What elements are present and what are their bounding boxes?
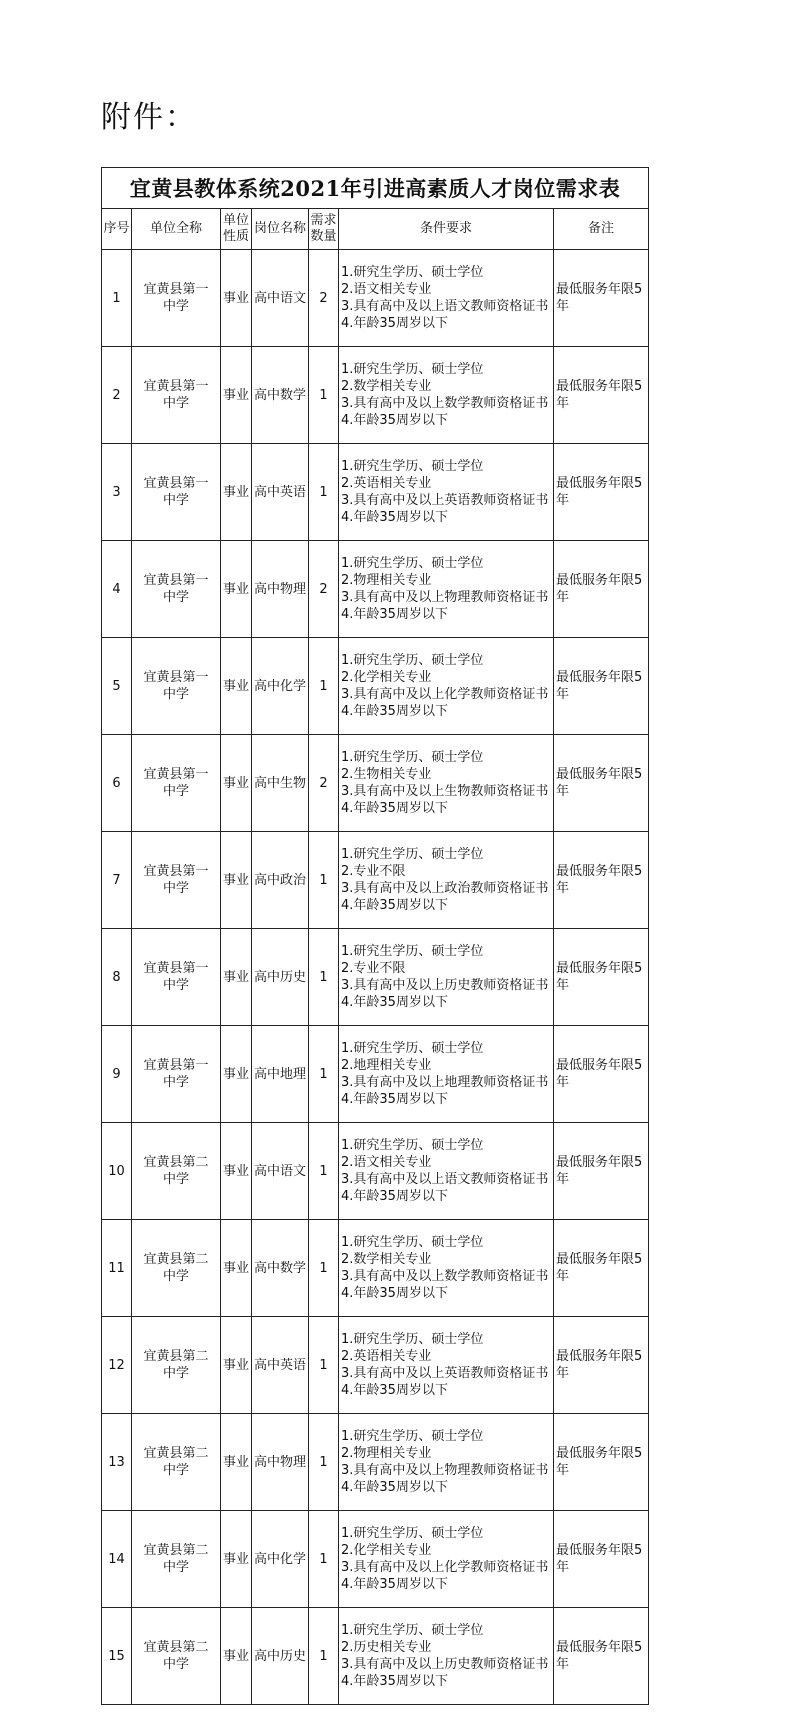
position-cell: 高中物理 — [252, 541, 309, 638]
nature-cell: 事业 — [221, 444, 252, 541]
count-cell: 1 — [309, 1123, 339, 1220]
position-cell: 高中英语 — [252, 1317, 309, 1414]
table-title: 宜黄县教体系统2021年引进高素质人才岗位需求表 — [102, 168, 649, 209]
count-cell: 1 — [309, 1608, 339, 1705]
remark-cell: 最低服务年限5年 — [554, 347, 649, 444]
position-cell: 高中化学 — [252, 638, 309, 735]
count-cell: 2 — [309, 735, 339, 832]
nature-cell: 事业 — [221, 1511, 252, 1608]
table-row — [102, 347, 649, 444]
position-cell: 高中地理 — [252, 1026, 309, 1123]
nature-cell: 事业 — [221, 929, 252, 1026]
requirements-cell: 1.研究生学历、硕士学位 2.数学相关专业 3.具有高中及以上数学教师资格证书 4.年龄35周岁以下 — [339, 1220, 554, 1317]
table-row — [102, 1511, 649, 1608]
remark-cell: 最低服务年限5年 — [554, 735, 649, 832]
unit-cell: 宜黄县第一 中学 — [132, 638, 221, 735]
nature-cell: 事业 — [221, 1123, 252, 1220]
table-row — [102, 735, 649, 832]
remark-cell: 最低服务年限5年 — [554, 541, 649, 638]
nature-cell: 事业 — [221, 1414, 252, 1511]
header-count: 需求 数量 — [309, 209, 339, 250]
seq-cell: 12 — [102, 1317, 132, 1414]
header-remark: 备注 — [554, 209, 649, 250]
unit-cell: 宜黄县第一 中学 — [132, 541, 221, 638]
header-seq: 序号 — [102, 209, 132, 250]
count-cell: 2 — [309, 541, 339, 638]
remark-cell: 最低服务年限5年 — [554, 1414, 649, 1511]
requirements-cell: 1.研究生学历、硕士学位 2.物理相关专业 3.具有高中及以上物理教师资格证书 4.年龄35周岁以下 — [339, 541, 554, 638]
count-cell: 1 — [309, 1220, 339, 1317]
requirements-cell: 1.研究生学历、硕士学位 2.历史相关专业 3.具有高中及以上历史教师资格证书 4.年龄35周岁以下 — [339, 1608, 554, 1705]
remark-cell: 最低服务年限5年 — [554, 1511, 649, 1608]
count-cell: 1 — [309, 1511, 339, 1608]
position-cell: 高中政治 — [252, 832, 309, 929]
seq-cell: 2 — [102, 347, 132, 444]
nature-cell: 事业 — [221, 250, 252, 347]
seq-cell: 9 — [102, 1026, 132, 1123]
seq-cell: 10 — [102, 1123, 132, 1220]
requirements-cell: 1.研究生学历、硕士学位 2.化学相关专业 3.具有高中及以上化学教师资格证书 4.年龄35周岁以下 — [339, 638, 554, 735]
table-row — [102, 1123, 649, 1220]
table-row — [102, 1608, 649, 1705]
nature-cell: 事业 — [221, 347, 252, 444]
nature-cell: 事业 — [221, 1220, 252, 1317]
unit-cell: 宜黄县第一 中学 — [132, 347, 221, 444]
table-row — [102, 541, 649, 638]
table-row — [102, 832, 649, 929]
requirements-cell: 1.研究生学历、硕士学位 2.专业不限 3.具有高中及以上政治教师资格证书 4.年龄35周岁以下 — [339, 832, 554, 929]
requirements-cell: 1.研究生学历、硕士学位 2.专业不限 3.具有高中及以上历史教师资格证书 4.年龄35周岁以下 — [339, 929, 554, 1026]
remark-cell: 最低服务年限5年 — [554, 1220, 649, 1317]
table-row — [102, 444, 649, 541]
count-cell: 1 — [309, 1414, 339, 1511]
seq-cell: 8 — [102, 929, 132, 1026]
position-cell: 高中语文 — [252, 1123, 309, 1220]
table-row — [102, 1220, 649, 1317]
requirements-cell: 1.研究生学历、硕士学位 2.地理相关专业 3.具有高中及以上地理教师资格证书 4.年龄35周岁以下 — [339, 1026, 554, 1123]
seq-cell: 15 — [102, 1608, 132, 1705]
seq-cell: 1 — [102, 250, 132, 347]
table-title-row — [102, 168, 649, 209]
seq-cell: 4 — [102, 541, 132, 638]
seq-cell: 14 — [102, 1511, 132, 1608]
seq-cell: 11 — [102, 1220, 132, 1317]
unit-cell: 宜黄县第二 中学 — [132, 1608, 221, 1705]
unit-cell: 宜黄县第一 中学 — [132, 735, 221, 832]
position-requirements-table — [101, 167, 649, 1705]
count-cell: 1 — [309, 1317, 339, 1414]
table-row — [102, 1317, 649, 1414]
remark-cell: 最低服务年限5年 — [554, 929, 649, 1026]
requirements-cell: 1.研究生学历、硕士学位 2.语文相关专业 3.具有高中及以上语文教师资格证书 4.年龄35周岁以下 — [339, 250, 554, 347]
nature-cell: 事业 — [221, 735, 252, 832]
requirements-cell: 1.研究生学历、硕士学位 2.语文相关专业 3.具有高中及以上语文教师资格证书 4.年龄35周岁以下 — [339, 1123, 554, 1220]
requirements-cell: 1.研究生学历、硕士学位 2.数学相关专业 3.具有高中及以上数学教师资格证书 4.年龄35周岁以下 — [339, 347, 554, 444]
seq-cell: 13 — [102, 1414, 132, 1511]
unit-cell: 宜黄县第一 中学 — [132, 929, 221, 1026]
position-cell: 高中历史 — [252, 1608, 309, 1705]
header-nature: 单位 性质 — [221, 209, 252, 250]
position-cell: 高中生物 — [252, 735, 309, 832]
nature-cell: 事业 — [221, 832, 252, 929]
header-position: 岗位名称 — [252, 209, 309, 250]
unit-cell: 宜黄县第二 中学 — [132, 1511, 221, 1608]
nature-cell: 事业 — [221, 638, 252, 735]
count-cell: 1 — [309, 929, 339, 1026]
unit-cell: 宜黄县第一 中学 — [132, 832, 221, 929]
remark-cell: 最低服务年限5年 — [554, 638, 649, 735]
seq-cell: 3 — [102, 444, 132, 541]
requirements-cell: 1.研究生学历、硕士学位 2.英语相关专业 3.具有高中及以上英语教师资格证书 4.年龄35周岁以下 — [339, 444, 554, 541]
table-row — [102, 250, 649, 347]
requirements-cell: 1.研究生学历、硕士学位 2.物理相关专业 3.具有高中及以上物理教师资格证书 4.年龄35周岁以下 — [339, 1414, 554, 1511]
nature-cell: 事业 — [221, 541, 252, 638]
remark-cell: 最低服务年限5年 — [554, 444, 649, 541]
seq-cell: 7 — [102, 832, 132, 929]
table-row — [102, 1414, 649, 1511]
table-row — [102, 1026, 649, 1123]
unit-cell: 宜黄县第一 中学 — [132, 250, 221, 347]
count-cell: 1 — [309, 444, 339, 541]
nature-cell: 事业 — [221, 1317, 252, 1414]
count-cell: 1 — [309, 832, 339, 929]
table-header-row — [102, 209, 649, 250]
nature-cell: 事业 — [221, 1026, 252, 1123]
count-cell: 2 — [309, 250, 339, 347]
remark-cell: 最低服务年限5年 — [554, 1123, 649, 1220]
position-cell: 高中数学 — [252, 347, 309, 444]
remark-cell: 最低服务年限5年 — [554, 1026, 649, 1123]
position-cell: 高中物理 — [252, 1414, 309, 1511]
unit-cell: 宜黄县第一 中学 — [132, 444, 221, 541]
seq-cell: 5 — [102, 638, 132, 735]
seq-cell: 6 — [102, 735, 132, 832]
position-cell: 高中语文 — [252, 250, 309, 347]
unit-cell: 宜黄县第一 中学 — [132, 1026, 221, 1123]
requirements-cell: 1.研究生学历、硕士学位 2.英语相关专业 3.具有高中及以上英语教师资格证书 4.年龄35周岁以下 — [339, 1317, 554, 1414]
table-row — [102, 638, 649, 735]
attachment-label: 附件： — [101, 100, 197, 135]
unit-cell: 宜黄县第二 中学 — [132, 1414, 221, 1511]
position-cell: 高中化学 — [252, 1511, 309, 1608]
unit-cell: 宜黄县第二 中学 — [132, 1317, 221, 1414]
requirements-cell: 1.研究生学历、硕士学位 2.生物相关专业 3.具有高中及以上生物教师资格证书 4.年龄35周岁以下 — [339, 735, 554, 832]
remark-cell: 最低服务年限5年 — [554, 832, 649, 929]
count-cell: 1 — [309, 347, 339, 444]
table-row — [102, 929, 649, 1026]
position-cell: 高中历史 — [252, 929, 309, 1026]
header-unit: 单位全称 — [132, 209, 221, 250]
count-cell: 1 — [309, 638, 339, 735]
remark-cell: 最低服务年限5年 — [554, 1317, 649, 1414]
remark-cell: 最低服务年限5年 — [554, 250, 649, 347]
nature-cell: 事业 — [221, 1608, 252, 1705]
remark-cell: 最低服务年限5年 — [554, 1608, 649, 1705]
position-cell: 高中数学 — [252, 1220, 309, 1317]
header-requirements: 条件要求 — [339, 209, 554, 250]
count-cell: 1 — [309, 1026, 339, 1123]
requirements-cell: 1.研究生学历、硕士学位 2.化学相关专业 3.具有高中及以上化学教师资格证书 4.年龄35周岁以下 — [339, 1511, 554, 1608]
position-cell: 高中英语 — [252, 444, 309, 541]
unit-cell: 宜黄县第二 中学 — [132, 1123, 221, 1220]
unit-cell: 宜黄县第二 中学 — [132, 1220, 221, 1317]
